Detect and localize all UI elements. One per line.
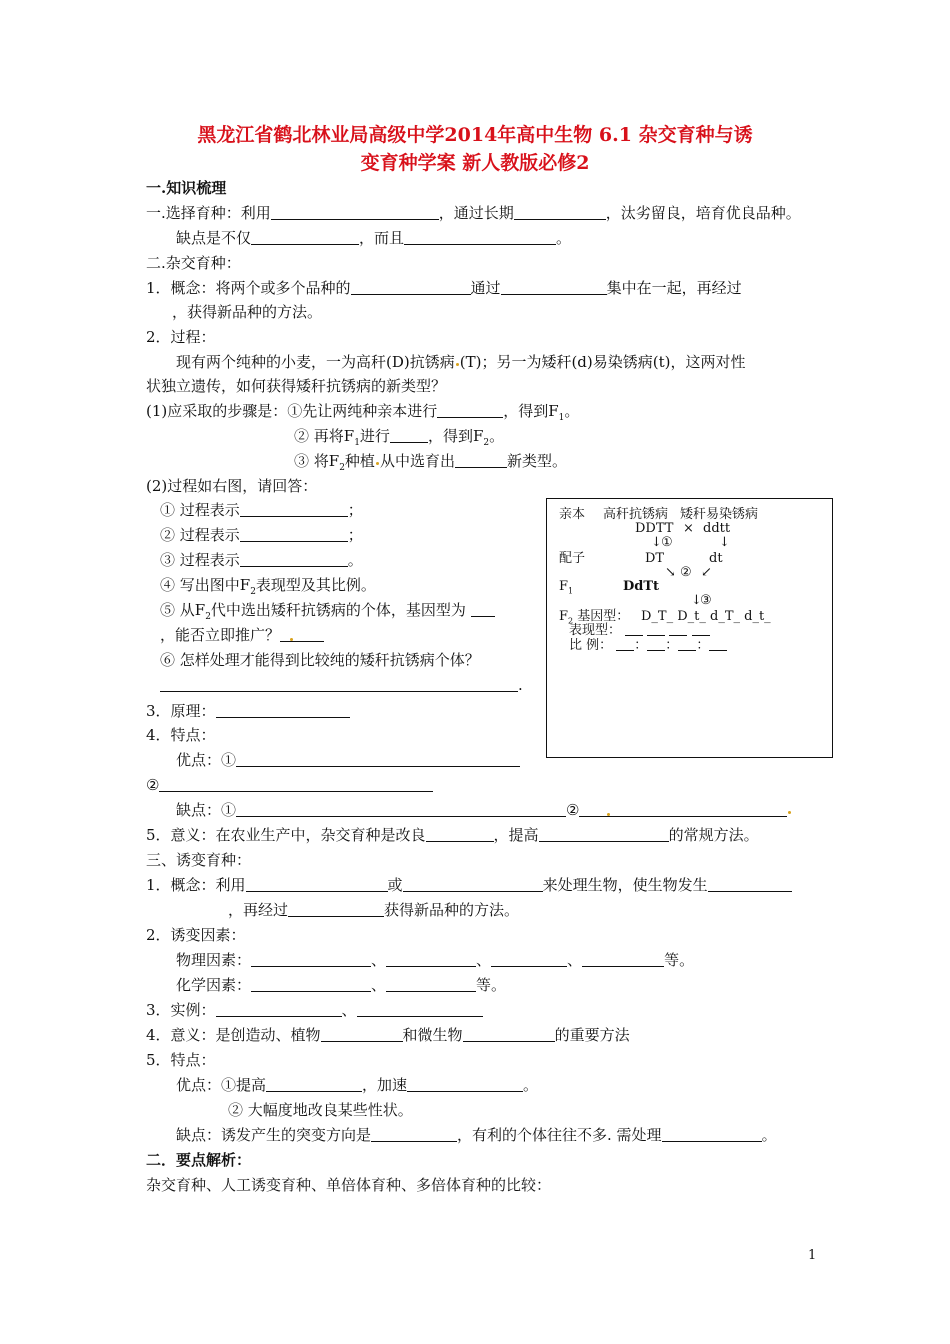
hybrid-breeding-heading: 二.杂交育种： [146, 254, 241, 272]
physical-factors-line: 物理因素： 、 、 、 等。 [176, 951, 695, 969]
advantages-line2: ② [146, 775, 433, 795]
hybrid-concept-line2: ，获得新品种的方法。 [172, 303, 323, 321]
mutation-breeding-heading: 三、诱变育种： [146, 851, 252, 869]
diagram-ratio-row: 比 例： ： ： ： [569, 638, 727, 654]
document-title-line1: 黑龙江省鹤北林业局高级中学2014年高中生物 6.1 杂交育种与诱 [197, 124, 753, 146]
mark-dot [290, 638, 293, 641]
down-arrow-icon: ↓ [651, 535, 662, 550]
question-1: ① 过程表示 ； [160, 501, 363, 519]
diagram-cross-symbol: × [683, 521, 694, 536]
diagonal-arrow-left-icon: ↙ [701, 565, 712, 580]
process-paragraph-line2: 状独立遗传，如何获得矮秆抗锈病的新类型？ [146, 377, 447, 395]
selection-breeding-drawback: 缺点是不仅 ，而且 。 [176, 229, 572, 247]
mutation-concept-line2: ，再经过 获得新品种的方法。 [228, 901, 520, 919]
mark-dot [376, 462, 379, 465]
mutation-example-line: 3．实例： 、 [146, 1000, 483, 1020]
selection-breeding-line: 一.选择育种：利用 ，通过长期 ，汰劣留良，培育优良品种。 [146, 204, 801, 222]
down-arrow-icon: ↓ [691, 593, 702, 608]
diagram-step1-label: ① [661, 535, 673, 550]
step1-line: (1)应采取的步骤是：①先让两纯种亲本进行 ，得到$F_1$。 [146, 402, 580, 423]
document-title-line2: 变育种学案 新人教版必修2 [360, 152, 590, 174]
diagram-gamete-a: DT [645, 551, 665, 566]
diagram-step2-label: ② [680, 565, 692, 580]
page-number: 1 [808, 1248, 817, 1263]
mark-dot [788, 811, 791, 814]
step3-line: ③ 将$F_2$种植 从中选育出 新类型。 [294, 452, 567, 473]
diagram-genotype-a: DDTT [635, 521, 674, 536]
question-2: ② 过程表示 ； [160, 526, 363, 544]
diagram-f1-genotype: DdTt [623, 579, 660, 594]
diagram-parent-a: 高秆抗锈病 [603, 507, 669, 522]
diagram-f1-label: $F_1$ [559, 579, 574, 596]
process-heading: 2．过程： [146, 328, 216, 346]
disadvantages-line: 缺点：① ② [176, 800, 792, 820]
diagram-f2-genotypes: D_T_ D_t_ d_T_ d_t_ [641, 609, 771, 624]
mark-dot [607, 813, 610, 816]
key-points-heading: 二．要点解析： [146, 1151, 252, 1169]
process-paragraph-line1: 现有两个纯种的小麦，一为高秆(D)抗锈病 (T)；另一为矮秆(d)易染锈病(t)，这两对性 [176, 353, 746, 371]
diagram-parent-label: 亲本 [559, 507, 586, 522]
hybrid-concept-line1: 1．概念：将两个或多个品种的 通过 集中在一起，再经过 [146, 279, 742, 297]
meaning-line: 5．意义：在农业生产中，杂交育种是改良 ，提高 的常规方法。 [146, 826, 759, 844]
down-arrow-icon: ↓ [719, 535, 730, 550]
question-5-line1: ⑤ 从$F_2$代中选出矮秆抗锈病的个体，基因型为 [160, 600, 495, 627]
diagram-f2-genotype-row: $F_2$ 基因型： [559, 609, 630, 626]
key-points-text: 杂交育种、人工诱变育种、单倍体育种、多倍体育种的比较： [146, 1176, 552, 1194]
diagram-gamete-b: dt [709, 551, 723, 566]
diagram-step3-label: ③ [700, 593, 712, 608]
cross-diagram-box [546, 498, 833, 758]
mutation-features-heading: 5．特点： [146, 1051, 216, 1069]
questions-heading: (2)过程如右图，请回答： [146, 477, 318, 495]
diagram-phenotype-row: 表现型： [569, 623, 710, 639]
chemical-factors-line: 化学因素： 、 等。 [176, 976, 507, 994]
question-6-answer: . [160, 675, 523, 695]
question-5-line2: ，能否立即推广？ [160, 625, 324, 645]
question-6: ⑥ 怎样处理才能得到比较纯的矮秆抗锈病个体？ [160, 651, 480, 669]
step2-line: ② 再将$F_1$进行 ，得到$F_2$。 [294, 427, 505, 448]
mutation-meaning-line: 4．意义：是创造动、植物 和微生物 的重要方法 [146, 1026, 630, 1044]
question-4: ④ 写出图中$F_2$表现型及其比例。 [160, 576, 376, 597]
mutation-factors-heading: 2．诱变因素： [146, 926, 246, 944]
features-heading: 4．特点： [146, 726, 216, 744]
mutation-concept-line1: 1．概念：利用 或 来处理生物，使生物发生 [146, 875, 792, 895]
diagram-gamete-label: 配子 [559, 551, 586, 566]
diagram-genotype-b: ddtt [703, 521, 731, 536]
mutation-advantages-line: 优点：①提高 ，加速 。 [176, 1076, 539, 1094]
diagonal-arrow-right-icon: ↘ [665, 565, 676, 580]
advantages-line: 优点：① [176, 750, 520, 770]
section-heading-knowledge: 一.知识梳理 [146, 179, 227, 197]
mutation-advantages-line2: ② 大幅度地改良某些性状。 [228, 1101, 413, 1119]
question-3: ③ 过程表示 。 [160, 551, 363, 569]
mutation-disadvantages-line: 缺点：诱发产生的突变方向是 ，有利的个体往往不多. 需处理 。 [176, 1126, 777, 1144]
mark-dot [456, 363, 459, 366]
diagram-parent-b: 矮秆易染锈病 [680, 507, 759, 522]
principle-line: 3．原理： [146, 701, 350, 721]
